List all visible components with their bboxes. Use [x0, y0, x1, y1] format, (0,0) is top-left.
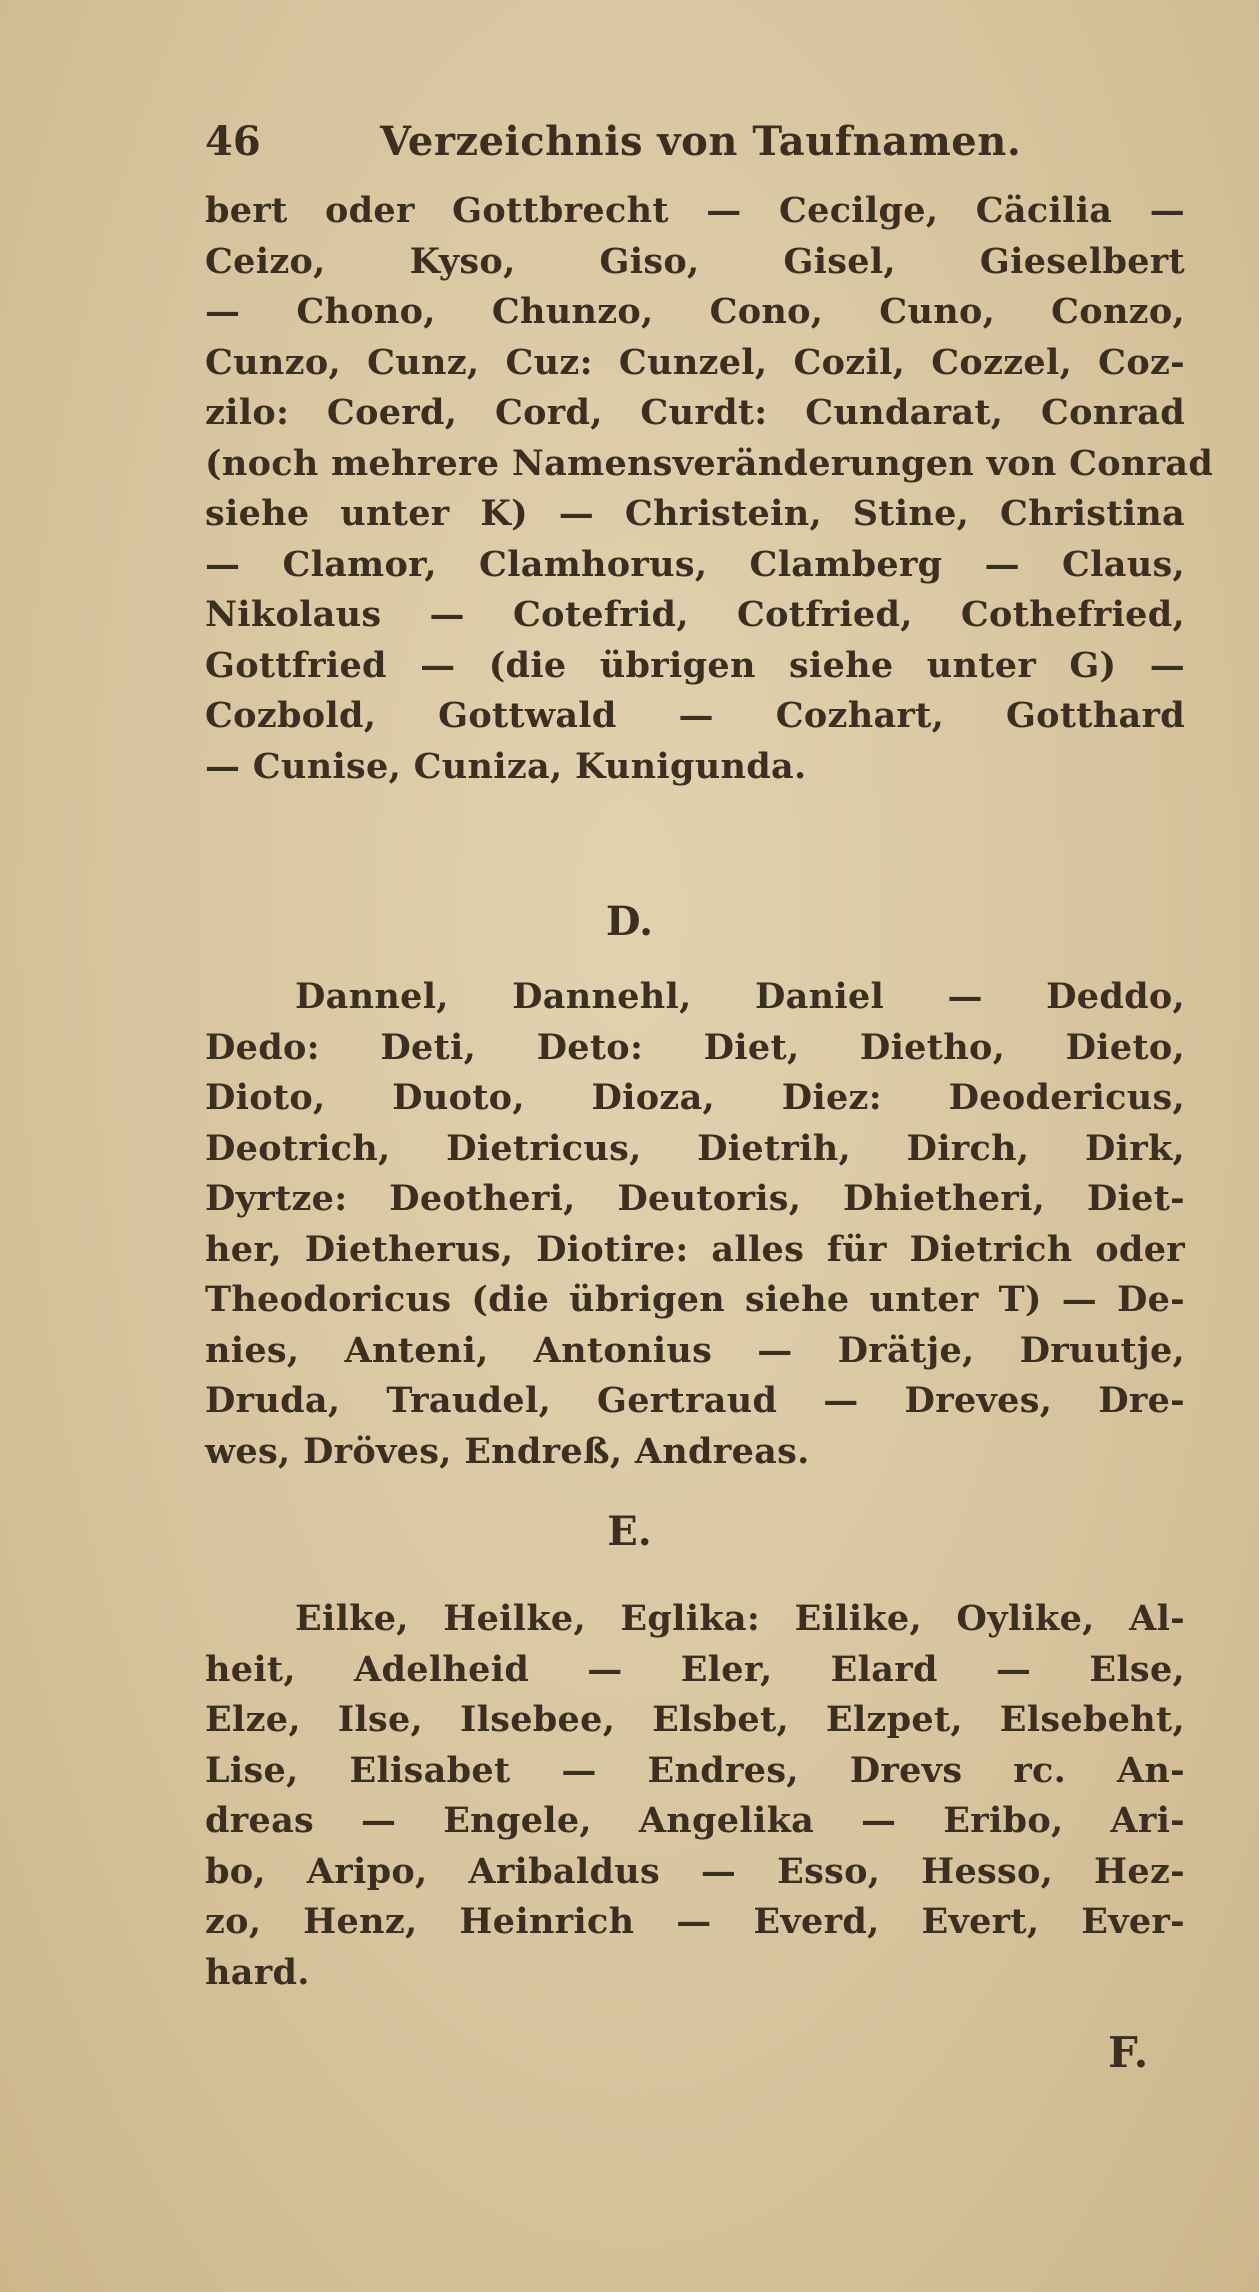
section-d	[205, 972, 1185, 1477]
text-line: siehe unter K) — Christein, Stine, Christina	[205, 493, 1185, 534]
text-line: — Cunise, Cuniza, Kunigunda.	[205, 745, 807, 787]
text-line: bo, Aripo, Aribaldus — Esso, Hesso, Hez-	[205, 1850, 1185, 1892]
text-line: her, Dietherus, Diotire: alles für Dietrich oder	[205, 1228, 1185, 1270]
text-line: Dioto, Duoto, Dioza, Diez: Deodericus,	[205, 1077, 1185, 1118]
text-line: bert oder Gottbrecht — Cecilge, Cäcilia —	[205, 190, 1185, 231]
text-line: Dyrtze: Deotheri, Deutoris, Dhietheri, Diet-	[205, 1178, 1185, 1219]
text-line: hard.	[205, 1951, 310, 1993]
text-line: Cozbold, Gottwald — Cozhart, Gotthard	[205, 695, 1185, 736]
text-line: — Clamor, Clamhorus, Clamberg — Claus,	[205, 543, 1185, 585]
page-header	[205, 118, 1105, 174]
running-title: Verzeichnis von Taufnamen.	[380, 118, 1022, 165]
text-line: Cunzo, Cunz, Cuz: Cunzel, Cozil, Cozzel, Coz-	[205, 341, 1185, 383]
text-line: heit, Adelheid — Eler, Elard — Else,	[205, 1648, 1185, 1690]
text-line: Druda, Traudel, Gertraud — Dreves, Dre-	[205, 1380, 1185, 1421]
text-line: nies, Anteni, Antonius — Drätje, Druutje,	[205, 1329, 1185, 1371]
text-line: zilo: Coerd, Cord, Curdt: Cundarat, Conrad	[205, 392, 1185, 433]
text-line: Lise, Elisabet — Endres, Drevs rc. An-	[205, 1749, 1185, 1791]
text-line: (noch mehrere Namensveränderungen von Conrad	[205, 442, 1214, 484]
text-line: Dedo: Deti, Deto: Diet, Dietho, Dieto,	[205, 1026, 1185, 1068]
text-line: Eilke, Heilke, Eglika: Eilike, Oylike, Al-	[295, 1598, 1185, 1639]
page-number: 46	[205, 118, 261, 165]
text-line: Ceizo, Kyso, Giso, Gisel, Gieselbert	[205, 240, 1185, 282]
text-line: Elze, Ilse, Ilsebee, Elsbet, Elzpet, Elsebeht,	[205, 1699, 1185, 1740]
section-heading-d: D.	[605, 898, 654, 945]
text-line: Gottfried — (die übrigen siehe unter G) —	[205, 644, 1185, 686]
catchword: F.	[1108, 2028, 1149, 2077]
text-line: Theodoricus (die übrigen siehe unter T) — De-	[205, 1279, 1185, 1320]
text-line: wes, Dröves, Endreß, Andreas.	[205, 1430, 810, 1472]
section-c-continuation	[205, 186, 1214, 792]
text-line: Dannel, Dannehl, Daniel — Deddo,	[295, 976, 1185, 1017]
section-heading-e: E.	[607, 1508, 652, 1555]
text-line: zo, Henz, Heinrich — Everd, Evert, Ever-	[205, 1901, 1185, 1942]
section-e	[205, 1594, 1185, 1998]
text-line: dreas — Engele, Angelika — Eribo, Ari-	[205, 1800, 1185, 1841]
text-line: — Chono, Chunzo, Cono, Cuno, Conzo,	[205, 291, 1185, 332]
text-line: Nikolaus — Cotefrid, Cotfried, Cothefried,	[205, 594, 1185, 635]
text-line: Deotrich, Dietricus, Dietrih, Dirch, Dirk,	[205, 1127, 1185, 1169]
